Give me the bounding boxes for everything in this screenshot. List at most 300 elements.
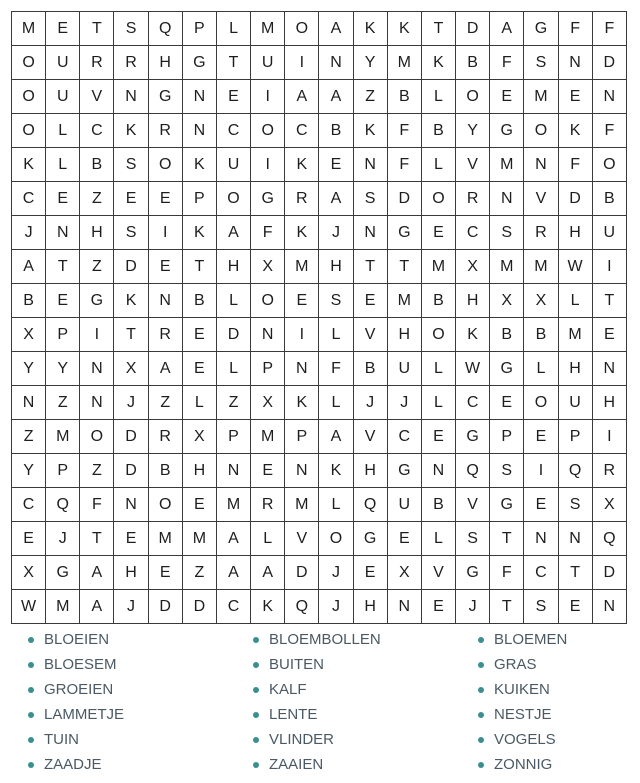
grid-cell[interactable]: K: [353, 12, 387, 46]
grid-cell[interactable]: J: [114, 386, 148, 420]
grid-cell[interactable]: O: [12, 46, 46, 80]
grid-cell[interactable]: Y: [46, 352, 80, 386]
grid-cell[interactable]: Y: [353, 46, 387, 80]
grid-cell[interactable]: L: [46, 114, 80, 148]
grid-cell[interactable]: N: [216, 454, 250, 488]
grid-cell[interactable]: P: [251, 352, 285, 386]
grid-cell[interactable]: F: [592, 114, 626, 148]
grid-cell[interactable]: E: [421, 216, 455, 250]
grid-cell[interactable]: T: [182, 250, 216, 284]
grid-cell[interactable]: N: [285, 454, 319, 488]
grid-cell[interactable]: B: [592, 182, 626, 216]
grid-cell[interactable]: Q: [456, 454, 490, 488]
grid-cell[interactable]: L: [421, 148, 455, 182]
grid-cell[interactable]: E: [592, 318, 626, 352]
grid-cell[interactable]: L: [421, 386, 455, 420]
grid-cell[interactable]: V: [524, 182, 558, 216]
grid-cell[interactable]: U: [387, 352, 421, 386]
grid-cell[interactable]: A: [216, 556, 250, 590]
grid-cell[interactable]: U: [558, 386, 592, 420]
grid-cell[interactable]: Y: [12, 454, 46, 488]
grid-cell[interactable]: R: [148, 318, 182, 352]
grid-cell[interactable]: G: [80, 284, 114, 318]
grid-cell[interactable]: M: [285, 488, 319, 522]
grid-cell[interactable]: S: [114, 148, 148, 182]
grid-cell[interactable]: L: [421, 80, 455, 114]
grid-cell[interactable]: V: [456, 148, 490, 182]
grid-cell[interactable]: A: [319, 420, 353, 454]
grid-cell[interactable]: A: [80, 556, 114, 590]
grid-cell[interactable]: Y: [12, 352, 46, 386]
grid-cell[interactable]: V: [353, 420, 387, 454]
grid-cell[interactable]: D: [148, 590, 182, 624]
grid-cell[interactable]: F: [387, 148, 421, 182]
grid-cell[interactable]: L: [216, 284, 250, 318]
grid-cell[interactable]: N: [182, 80, 216, 114]
grid-cell[interactable]: L: [558, 284, 592, 318]
grid-cell[interactable]: H: [558, 216, 592, 250]
grid-cell[interactable]: F: [490, 46, 524, 80]
grid-cell[interactable]: A: [319, 80, 353, 114]
grid-cell[interactable]: N: [114, 488, 148, 522]
grid-cell[interactable]: O: [421, 182, 455, 216]
grid-cell[interactable]: X: [251, 386, 285, 420]
grid-cell[interactable]: C: [285, 114, 319, 148]
grid-cell[interactable]: B: [80, 148, 114, 182]
grid-cell[interactable]: R: [114, 46, 148, 80]
grid-cell[interactable]: B: [524, 318, 558, 352]
grid-cell[interactable]: V: [456, 488, 490, 522]
grid-cell[interactable]: E: [285, 284, 319, 318]
grid-cell[interactable]: S: [490, 216, 524, 250]
grid-cell[interactable]: O: [80, 420, 114, 454]
grid-cell[interactable]: A: [319, 182, 353, 216]
grid-cell[interactable]: K: [285, 148, 319, 182]
grid-cell[interactable]: L: [46, 148, 80, 182]
grid-cell[interactable]: X: [251, 250, 285, 284]
grid-cell[interactable]: K: [12, 148, 46, 182]
grid-cell[interactable]: G: [387, 216, 421, 250]
grid-cell[interactable]: C: [216, 114, 250, 148]
grid-cell[interactable]: H: [353, 590, 387, 624]
grid-cell[interactable]: O: [285, 12, 319, 46]
grid-cell[interactable]: P: [490, 420, 524, 454]
grid-cell[interactable]: U: [592, 216, 626, 250]
grid-cell[interactable]: H: [456, 284, 490, 318]
grid-cell[interactable]: Y: [456, 114, 490, 148]
grid-cell[interactable]: K: [456, 318, 490, 352]
grid-cell[interactable]: A: [490, 12, 524, 46]
grid-cell[interactable]: I: [251, 148, 285, 182]
grid-cell[interactable]: E: [353, 556, 387, 590]
grid-cell[interactable]: F: [558, 12, 592, 46]
grid-cell[interactable]: V: [80, 80, 114, 114]
grid-cell[interactable]: M: [12, 12, 46, 46]
grid-cell[interactable]: J: [12, 216, 46, 250]
grid-cell[interactable]: G: [490, 352, 524, 386]
grid-cell[interactable]: X: [524, 284, 558, 318]
grid-cell[interactable]: J: [387, 386, 421, 420]
grid-cell[interactable]: R: [80, 46, 114, 80]
grid-cell[interactable]: Q: [353, 488, 387, 522]
grid-cell[interactable]: M: [421, 250, 455, 284]
grid-cell[interactable]: D: [114, 420, 148, 454]
grid-cell[interactable]: A: [216, 216, 250, 250]
grid-cell[interactable]: B: [490, 318, 524, 352]
grid-cell[interactable]: A: [148, 352, 182, 386]
grid-cell[interactable]: G: [524, 12, 558, 46]
grid-cell[interactable]: E: [421, 590, 455, 624]
grid-cell[interactable]: N: [46, 216, 80, 250]
grid-cell[interactable]: M: [46, 420, 80, 454]
grid-cell[interactable]: H: [182, 454, 216, 488]
grid-cell[interactable]: R: [285, 182, 319, 216]
grid-cell[interactable]: M: [558, 318, 592, 352]
grid-cell[interactable]: C: [12, 182, 46, 216]
grid-cell[interactable]: K: [421, 46, 455, 80]
grid-cell[interactable]: R: [148, 114, 182, 148]
grid-cell[interactable]: B: [12, 284, 46, 318]
grid-cell[interactable]: U: [46, 80, 80, 114]
grid-cell[interactable]: W: [558, 250, 592, 284]
grid-cell[interactable]: H: [558, 352, 592, 386]
grid-cell[interactable]: M: [46, 590, 80, 624]
grid-cell[interactable]: Z: [216, 386, 250, 420]
grid-cell[interactable]: D: [285, 556, 319, 590]
grid-cell[interactable]: K: [285, 216, 319, 250]
grid-cell[interactable]: E: [114, 522, 148, 556]
grid-cell[interactable]: K: [387, 12, 421, 46]
grid-cell[interactable]: T: [353, 250, 387, 284]
grid-cell[interactable]: O: [524, 386, 558, 420]
grid-cell[interactable]: Q: [285, 590, 319, 624]
grid-cell[interactable]: I: [251, 80, 285, 114]
grid-cell[interactable]: M: [251, 420, 285, 454]
grid-cell[interactable]: K: [182, 148, 216, 182]
grid-cell[interactable]: E: [46, 284, 80, 318]
grid-cell[interactable]: E: [182, 488, 216, 522]
grid-cell[interactable]: S: [353, 182, 387, 216]
grid-cell[interactable]: N: [182, 114, 216, 148]
grid-cell[interactable]: F: [490, 556, 524, 590]
grid-cell[interactable]: N: [251, 318, 285, 352]
grid-cell[interactable]: B: [421, 284, 455, 318]
grid-cell[interactable]: M: [387, 46, 421, 80]
grid-cell[interactable]: J: [114, 590, 148, 624]
grid-cell[interactable]: F: [558, 148, 592, 182]
grid-cell[interactable]: G: [46, 556, 80, 590]
grid-cell[interactable]: B: [421, 114, 455, 148]
grid-cell[interactable]: O: [12, 114, 46, 148]
grid-cell[interactable]: P: [46, 454, 80, 488]
grid-cell[interactable]: U: [216, 148, 250, 182]
grid-cell[interactable]: C: [524, 556, 558, 590]
grid-cell[interactable]: S: [456, 522, 490, 556]
grid-cell[interactable]: U: [251, 46, 285, 80]
grid-cell[interactable]: Z: [12, 420, 46, 454]
grid-cell[interactable]: T: [490, 522, 524, 556]
grid-cell[interactable]: N: [148, 284, 182, 318]
grid-cell[interactable]: R: [251, 488, 285, 522]
grid-cell[interactable]: T: [80, 12, 114, 46]
grid-cell[interactable]: H: [216, 250, 250, 284]
grid-cell[interactable]: B: [182, 284, 216, 318]
grid-cell[interactable]: E: [490, 80, 524, 114]
grid-cell[interactable]: J: [319, 216, 353, 250]
grid-cell[interactable]: O: [524, 114, 558, 148]
grid-cell[interactable]: F: [319, 352, 353, 386]
grid-cell[interactable]: S: [490, 454, 524, 488]
grid-cell[interactable]: G: [182, 46, 216, 80]
grid-cell[interactable]: L: [216, 12, 250, 46]
grid-cell[interactable]: Z: [182, 556, 216, 590]
grid-cell[interactable]: X: [114, 352, 148, 386]
grid-cell[interactable]: X: [12, 556, 46, 590]
grid-cell[interactable]: N: [387, 590, 421, 624]
grid-cell[interactable]: K: [285, 386, 319, 420]
grid-cell[interactable]: E: [387, 522, 421, 556]
grid-cell[interactable]: G: [490, 488, 524, 522]
grid-cell[interactable]: B: [353, 352, 387, 386]
grid-cell[interactable]: N: [421, 454, 455, 488]
grid-cell[interactable]: A: [80, 590, 114, 624]
grid-cell[interactable]: T: [216, 46, 250, 80]
grid-cell[interactable]: U: [387, 488, 421, 522]
grid-cell[interactable]: T: [114, 318, 148, 352]
grid-cell[interactable]: C: [456, 216, 490, 250]
grid-cell[interactable]: X: [387, 556, 421, 590]
grid-cell[interactable]: N: [558, 522, 592, 556]
grid-cell[interactable]: F: [80, 488, 114, 522]
grid-cell[interactable]: O: [251, 284, 285, 318]
grid-cell[interactable]: W: [456, 352, 490, 386]
grid-cell[interactable]: E: [490, 386, 524, 420]
grid-cell[interactable]: K: [114, 114, 148, 148]
grid-cell[interactable]: H: [148, 46, 182, 80]
grid-cell[interactable]: C: [80, 114, 114, 148]
grid-cell[interactable]: T: [80, 522, 114, 556]
grid-cell[interactable]: E: [319, 148, 353, 182]
grid-cell[interactable]: M: [490, 148, 524, 182]
grid-cell[interactable]: D: [592, 556, 626, 590]
grid-cell[interactable]: P: [46, 318, 80, 352]
grid-cell[interactable]: N: [490, 182, 524, 216]
grid-cell[interactable]: H: [319, 250, 353, 284]
grid-cell[interactable]: P: [182, 182, 216, 216]
grid-cell[interactable]: E: [216, 80, 250, 114]
grid-cell[interactable]: L: [319, 386, 353, 420]
grid-cell[interactable]: S: [319, 284, 353, 318]
grid-cell[interactable]: R: [524, 216, 558, 250]
grid-cell[interactable]: H: [592, 386, 626, 420]
grid-cell[interactable]: N: [524, 522, 558, 556]
grid-cell[interactable]: N: [319, 46, 353, 80]
grid-cell[interactable]: T: [387, 250, 421, 284]
grid-cell[interactable]: C: [216, 590, 250, 624]
grid-cell[interactable]: L: [251, 522, 285, 556]
grid-cell[interactable]: I: [148, 216, 182, 250]
grid-cell[interactable]: T: [490, 590, 524, 624]
grid-cell[interactable]: C: [456, 386, 490, 420]
grid-cell[interactable]: N: [592, 590, 626, 624]
grid-cell[interactable]: D: [216, 318, 250, 352]
grid-cell[interactable]: H: [387, 318, 421, 352]
grid-cell[interactable]: V: [285, 522, 319, 556]
grid-cell[interactable]: M: [148, 522, 182, 556]
grid-cell[interactable]: T: [592, 284, 626, 318]
grid-cell[interactable]: E: [46, 12, 80, 46]
grid-cell[interactable]: M: [524, 250, 558, 284]
grid-cell[interactable]: A: [12, 250, 46, 284]
grid-cell[interactable]: Q: [592, 522, 626, 556]
grid-cell[interactable]: O: [148, 148, 182, 182]
grid-cell[interactable]: Z: [80, 250, 114, 284]
grid-cell[interactable]: L: [319, 488, 353, 522]
grid-cell[interactable]: Z: [353, 80, 387, 114]
grid-cell[interactable]: I: [592, 420, 626, 454]
grid-cell[interactable]: H: [353, 454, 387, 488]
grid-cell[interactable]: K: [251, 590, 285, 624]
grid-cell[interactable]: B: [148, 454, 182, 488]
grid-cell[interactable]: A: [285, 80, 319, 114]
grid-cell[interactable]: V: [421, 556, 455, 590]
grid-cell[interactable]: X: [182, 420, 216, 454]
grid-cell[interactable]: N: [12, 386, 46, 420]
grid-cell[interactable]: N: [353, 216, 387, 250]
grid-cell[interactable]: L: [216, 352, 250, 386]
grid-cell[interactable]: C: [387, 420, 421, 454]
grid-cell[interactable]: G: [353, 522, 387, 556]
grid-cell[interactable]: E: [148, 250, 182, 284]
grid-cell[interactable]: G: [387, 454, 421, 488]
grid-cell[interactable]: E: [251, 454, 285, 488]
grid-cell[interactable]: M: [251, 12, 285, 46]
grid-cell[interactable]: N: [285, 352, 319, 386]
grid-cell[interactable]: E: [421, 420, 455, 454]
grid-cell[interactable]: P: [285, 420, 319, 454]
grid-cell[interactable]: A: [216, 522, 250, 556]
grid-cell[interactable]: A: [251, 556, 285, 590]
grid-cell[interactable]: D: [114, 250, 148, 284]
grid-cell[interactable]: C: [12, 488, 46, 522]
grid-cell[interactable]: G: [490, 114, 524, 148]
grid-cell[interactable]: G: [148, 80, 182, 114]
grid-cell[interactable]: K: [182, 216, 216, 250]
grid-cell[interactable]: M: [387, 284, 421, 318]
grid-cell[interactable]: X: [12, 318, 46, 352]
grid-cell[interactable]: K: [353, 114, 387, 148]
grid-cell[interactable]: E: [148, 182, 182, 216]
grid-cell[interactable]: M: [524, 80, 558, 114]
grid-cell[interactable]: M: [285, 250, 319, 284]
grid-cell[interactable]: J: [46, 522, 80, 556]
grid-cell[interactable]: E: [353, 284, 387, 318]
grid-cell[interactable]: Q: [558, 454, 592, 488]
grid-cell[interactable]: H: [114, 556, 148, 590]
grid-cell[interactable]: T: [558, 556, 592, 590]
grid-cell[interactable]: V: [353, 318, 387, 352]
grid-cell[interactable]: J: [319, 590, 353, 624]
grid-cell[interactable]: N: [558, 46, 592, 80]
grid-cell[interactable]: J: [353, 386, 387, 420]
grid-cell[interactable]: O: [216, 182, 250, 216]
grid-cell[interactable]: K: [114, 284, 148, 318]
grid-cell[interactable]: E: [182, 318, 216, 352]
grid-cell[interactable]: N: [114, 80, 148, 114]
grid-cell[interactable]: E: [524, 488, 558, 522]
grid-cell[interactable]: O: [148, 488, 182, 522]
grid-cell[interactable]: D: [387, 182, 421, 216]
grid-cell[interactable]: R: [592, 454, 626, 488]
grid-cell[interactable]: E: [46, 182, 80, 216]
grid-cell[interactable]: M: [490, 250, 524, 284]
grid-cell[interactable]: T: [421, 12, 455, 46]
grid-cell[interactable]: D: [456, 12, 490, 46]
grid-cell[interactable]: Z: [80, 182, 114, 216]
grid-cell[interactable]: A: [319, 12, 353, 46]
grid-cell[interactable]: K: [319, 454, 353, 488]
grid-cell[interactable]: L: [319, 318, 353, 352]
grid-cell[interactable]: W: [12, 590, 46, 624]
grid-cell[interactable]: N: [592, 352, 626, 386]
grid-cell[interactable]: X: [490, 284, 524, 318]
grid-cell[interactable]: U: [46, 46, 80, 80]
grid-cell[interactable]: D: [558, 182, 592, 216]
grid-cell[interactable]: B: [319, 114, 353, 148]
grid-cell[interactable]: G: [456, 556, 490, 590]
grid-cell[interactable]: E: [558, 80, 592, 114]
grid-cell[interactable]: N: [592, 80, 626, 114]
grid-cell[interactable]: K: [558, 114, 592, 148]
grid-cell[interactable]: E: [558, 590, 592, 624]
grid-cell[interactable]: Q: [46, 488, 80, 522]
grid-cell[interactable]: P: [182, 12, 216, 46]
grid-cell[interactable]: Z: [80, 454, 114, 488]
grid-cell[interactable]: B: [421, 488, 455, 522]
grid-cell[interactable]: N: [524, 148, 558, 182]
grid-cell[interactable]: O: [12, 80, 46, 114]
grid-cell[interactable]: D: [114, 454, 148, 488]
grid-cell[interactable]: O: [319, 522, 353, 556]
grid-cell[interactable]: I: [592, 250, 626, 284]
grid-cell[interactable]: S: [114, 216, 148, 250]
grid-cell[interactable]: P: [558, 420, 592, 454]
grid-cell[interactable]: O: [592, 148, 626, 182]
grid-cell[interactable]: X: [592, 488, 626, 522]
grid-cell[interactable]: Z: [148, 386, 182, 420]
grid-cell[interactable]: M: [182, 522, 216, 556]
grid-cell[interactable]: G: [251, 182, 285, 216]
grid-cell[interactable]: D: [182, 590, 216, 624]
grid-cell[interactable]: E: [182, 352, 216, 386]
grid-cell[interactable]: F: [387, 114, 421, 148]
grid-cell[interactable]: O: [251, 114, 285, 148]
grid-cell[interactable]: S: [524, 590, 558, 624]
grid-cell[interactable]: O: [421, 318, 455, 352]
grid-cell[interactable]: P: [216, 420, 250, 454]
grid-cell[interactable]: S: [524, 46, 558, 80]
grid-cell[interactable]: J: [456, 590, 490, 624]
grid-cell[interactable]: I: [80, 318, 114, 352]
grid-cell[interactable]: N: [353, 148, 387, 182]
grid-cell[interactable]: E: [114, 182, 148, 216]
grid-cell[interactable]: M: [216, 488, 250, 522]
grid-cell[interactable]: G: [456, 420, 490, 454]
grid-cell[interactable]: E: [12, 522, 46, 556]
grid-cell[interactable]: T: [46, 250, 80, 284]
grid-cell[interactable]: L: [421, 522, 455, 556]
grid-cell[interactable]: S: [558, 488, 592, 522]
